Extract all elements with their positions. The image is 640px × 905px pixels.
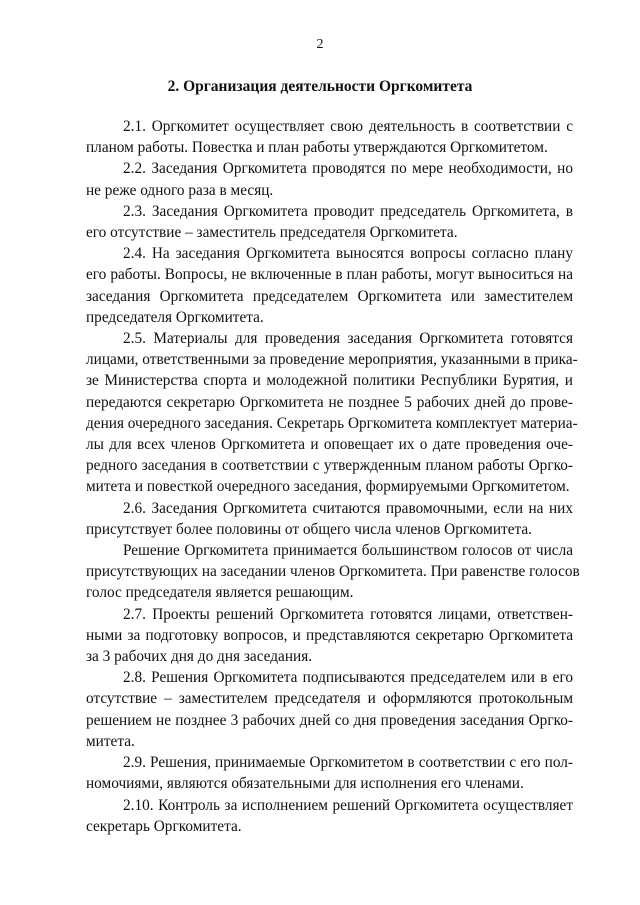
paragraph-line: редного заседания в соответствии с утвержденным планом работы Оргко- xyxy=(86,457,573,475)
paragraph-line: секретарь Оргкомитета. xyxy=(86,817,242,835)
section-title: 2. Организация деятельности Оргкомитета xyxy=(167,78,473,95)
paragraph-line: отсутствие – заместителем председателя и оформляются протокольным xyxy=(86,690,573,708)
paragraph-line: 2.1. Оргкомитет осуществляет свою деятельность в соответствии с xyxy=(123,118,573,135)
paragraph xyxy=(86,795,573,837)
paragraph-line: зе Министерства спорта и молодежной политики Республики Бурятия, и xyxy=(86,372,573,390)
paragraph-line: 2.8. Решения Оргкомитета подписываются председателем или в его xyxy=(123,669,573,687)
paragraph-line: его работы. Вопросы, не включенные в план работы, могут выноситься на xyxy=(86,266,573,284)
paragraph xyxy=(86,158,573,200)
paragraph xyxy=(86,667,573,752)
paragraph-line: митета и повесткой очередного заседания, формируемыми Оргкомитетом. xyxy=(86,478,570,496)
paragraph-line: 2.6. Заседания Оргкомитета считаются правомочными, если на них xyxy=(123,499,573,517)
paragraph-line: дения очередного заседания. Секретарь Оргкомитета комплектует материа- xyxy=(86,414,578,432)
paragraph-line: 2.7. Проекты решений Оргкомитета готовятся лицами, ответствен- xyxy=(123,605,573,623)
paragraph-line: лицами, ответственными за проведение мероприятия, указанными в прика- xyxy=(86,351,578,369)
page-number: 2 xyxy=(316,37,324,52)
paragraph-line: присутствует более половины от общего числа членов Оргкомитета. xyxy=(86,520,532,538)
paragraph-line: лы для всех членов Оргкомитета и оповещает их о дате проведения оче- xyxy=(86,436,573,454)
paragraph-line: митета. xyxy=(86,732,135,750)
paragraph-line: решением не позднее 3 рабочих дней со дня проведения заседания Оргко- xyxy=(86,711,573,729)
paragraph xyxy=(86,604,573,668)
paragraph-line: не реже одного раза в месяц. xyxy=(86,181,274,199)
paragraph-line: его отсутствие – заместитель председателя Оргкомитета. xyxy=(86,224,458,242)
paragraph-line: передаются секретарю Оргкомитета не позднее 5 рабочих дней до прове- xyxy=(86,393,573,411)
document-body xyxy=(86,116,580,837)
paragraph-line: номочиями, являются обязательными для исполнения его членами. xyxy=(86,775,524,793)
paragraph-line: 2.10. Контроль за исполнением решений Оргкомитета осуществляет xyxy=(123,796,573,814)
paragraph xyxy=(86,116,573,158)
paragraph-line: присутствующих на заседании членов Оргкомитета. При равенстве голосов xyxy=(86,563,580,581)
paragraph xyxy=(86,328,578,498)
paragraph-line: 2.9. Решения, принимаемые Оргкомитетом в соответствии с его пол- xyxy=(123,754,573,772)
paragraph xyxy=(86,752,573,794)
paragraph-line: 2.4. На заседания Оргкомитета выносятся вопросы согласно плану xyxy=(123,245,573,263)
paragraph-line: планом работы. Повестка и план работы утверждаются Оргкомитетом. xyxy=(86,139,548,157)
paragraph xyxy=(86,201,573,243)
paragraph-line: за 3 рабочих дня до дня заседания. xyxy=(86,648,313,666)
paragraph-line: председателя Оргкомитета. xyxy=(86,308,264,326)
paragraph-line: 2.2. Заседания Оргкомитета проводятся по мере необходимости, но xyxy=(123,160,573,178)
paragraph xyxy=(86,243,573,328)
paragraph-line: заседания Оргкомитета председателем Оргкомитета или заместителем xyxy=(86,287,573,305)
paragraph xyxy=(86,498,573,540)
paragraph-line: 2.5. Материалы для проведения заседания Оргкомитета готовятся xyxy=(123,330,573,348)
paragraph-line: 2.3. Заседания Оргкомитета проводит председатель Оргкомитета, в xyxy=(123,202,573,220)
paragraph-line: ными за подготовку вопросов, и представляются секретарю Оргкомитета xyxy=(86,626,573,644)
paragraph-line: Решение Оргкомитета принимается большинством голосов от числа xyxy=(123,542,573,560)
paragraph-line: голос председателя является решающим. xyxy=(86,584,354,602)
paragraph xyxy=(86,540,580,604)
